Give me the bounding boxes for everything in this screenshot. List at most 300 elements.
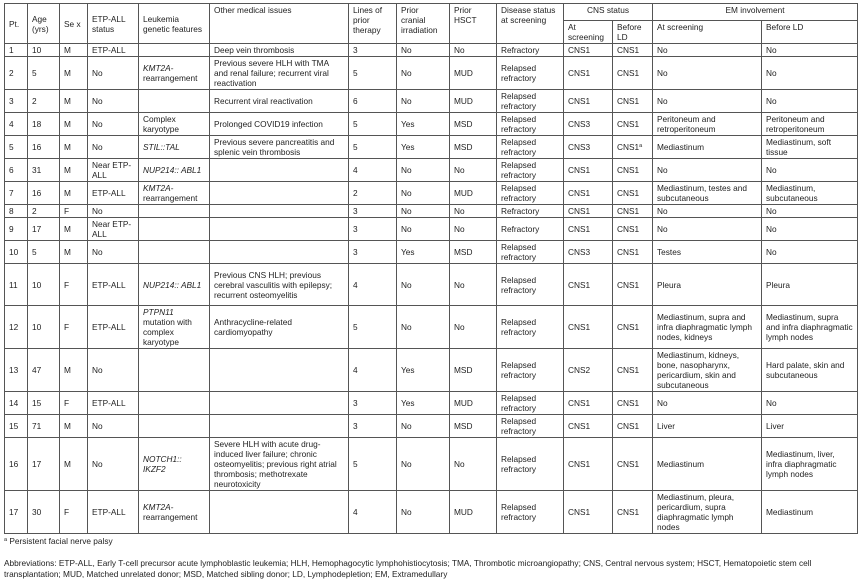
cell-em-before-ld: Liver (762, 415, 858, 438)
cell-etp-status: ETP-ALL (88, 264, 139, 306)
cell-age: 10 (28, 44, 60, 57)
cell-age: 47 (28, 349, 60, 392)
cell-genetic-features (139, 438, 210, 491)
header-disease-status: Disease status at screening (497, 4, 564, 44)
cell-em-at-screening: No (653, 392, 762, 415)
cell-other-medical-issues (210, 241, 349, 264)
cell-lines-prior-therapy: 5 (349, 438, 397, 491)
cell-em-at-screening: Mediastinum, kidneys, bone, nasopharynx, pericardium, skin and subcutaneous (653, 349, 762, 392)
cell-disease-status: Relapsed refractory (497, 57, 564, 90)
cell-em-before-ld: No (762, 159, 858, 182)
cell-em-at-screening: Mediastinum, pleura, pericardium, supra diaphragmatic lymph nodes (653, 491, 762, 534)
cell-em-before-ld: No (762, 241, 858, 264)
header-prior-cranial-irradiation: Prior cranial irradiation (397, 4, 450, 44)
cell-prior-cranial-irradiation: No (397, 182, 450, 205)
cell-em-at-screening: No (653, 159, 762, 182)
cell-em-before-ld: No (762, 218, 858, 241)
header-cns-at-screening: At screening (564, 21, 613, 44)
cell-age: 16 (28, 136, 60, 159)
cell-age: 2 (28, 90, 60, 113)
cell-disease-status: Refractory (497, 218, 564, 241)
cell-other-medical-issues: Previous severe pancreatitis and splenic vein thrombosis (210, 136, 349, 159)
cell-sex: F (60, 264, 88, 306)
table-row (5, 136, 858, 159)
cell-etp-status: No (88, 438, 139, 491)
cell-pt: 16 (5, 438, 28, 491)
cell-cns-before-ld (613, 241, 653, 264)
cell-prior-cranial-irradiation: No (397, 306, 450, 349)
cell-prior-hsct: MSD (450, 241, 497, 264)
cell-prior-cranial-irradiation: No (397, 438, 450, 491)
cell-prior-hsct: No (450, 159, 497, 182)
genetic-description: rearrangement (143, 73, 198, 83)
cell-em-at-screening: No (653, 218, 762, 241)
cns-value: CNS1 (617, 224, 640, 234)
cell-other-medical-issues: Deep vein thrombosis (210, 44, 349, 57)
cell-cns-at-screening: CNS3 (564, 113, 613, 136)
abbreviations-note: Abbreviations: ETP-ALL, Early T-cell precursor acute lymphoblastic leukemia; HLH, Hemophagocytic lymphohistiocytosis; TMA, Thrombotic microangiopathy; CNS, Central nervous system; HSCT, Hematopoietic stem cell transplantation; MUD, Matched unrelated donor; MSD, Matched sibling donor; LD, Lymphodepletion; EM, Extramedullary (4, 558, 812, 579)
cell-prior-hsct: No (450, 218, 497, 241)
cell-disease-status: Refractory (497, 205, 564, 218)
cell-etp-status: ETP-ALL (88, 491, 139, 534)
header-pt: Pt. (5, 4, 28, 44)
cell-sex: M (60, 349, 88, 392)
cell-em-at-screening: Testes (653, 241, 762, 264)
cell-etp-status: No (88, 57, 139, 90)
cell-prior-cranial-irradiation: No (397, 205, 450, 218)
cell-pt: 1 (5, 44, 28, 57)
table-row (5, 44, 858, 57)
cell-pt: 6 (5, 159, 28, 182)
cell-prior-hsct: MUD (450, 57, 497, 90)
cell-cns-before-ld (613, 306, 653, 349)
cell-genetic-features (139, 182, 210, 205)
cell-prior-cranial-irradiation: Yes (397, 136, 450, 159)
cell-em-before-ld: No (762, 392, 858, 415)
cell-prior-cranial-irradiation: Yes (397, 349, 450, 392)
table-header (5, 4, 858, 44)
cell-pt: 5 (5, 136, 28, 159)
cell-prior-hsct: No (450, 438, 497, 491)
cell-etp-status: ETP-ALL (88, 392, 139, 415)
cell-cns-before-ld (613, 218, 653, 241)
cell-em-before-ld: Mediastinum, liver, infra diaphragmatic lymph nodes (762, 438, 858, 491)
cell-age: 5 (28, 57, 60, 90)
cell-em-at-screening: No (653, 44, 762, 57)
cell-genetic-features (139, 392, 210, 415)
table-container (4, 3, 858, 580)
cell-cns-before-ld (613, 392, 653, 415)
table-row (5, 491, 858, 534)
cell-age: 10 (28, 306, 60, 349)
cell-em-before-ld: Peritoneum and retroperitoneum (762, 113, 858, 136)
cell-em-before-ld: No (762, 90, 858, 113)
cell-etp-status: ETP-ALL (88, 44, 139, 57)
cns-value: CNS1 (617, 247, 640, 257)
cell-prior-cranial-irradiation: Yes (397, 392, 450, 415)
genetic-gene-name: NOTCH1:: IKZF2 (143, 454, 182, 474)
cell-prior-cranial-irradiation: No (397, 491, 450, 534)
cell-prior-cranial-irradiation: No (397, 218, 450, 241)
cell-prior-hsct: MUD (450, 182, 497, 205)
cell-genetic-features (139, 415, 210, 438)
cell-etp-status: No (88, 241, 139, 264)
cell-prior-cranial-irradiation: No (397, 415, 450, 438)
cell-em-before-ld: Pleura (762, 264, 858, 306)
cns-value: CNS1 (617, 188, 640, 198)
table-row (5, 392, 858, 415)
cell-etp-status: No (88, 349, 139, 392)
cell-sex: M (60, 113, 88, 136)
cell-etp-status: No (88, 136, 139, 159)
header-em-before-ld: Before LD (762, 21, 858, 44)
cell-sex: M (60, 159, 88, 182)
table-row (5, 415, 858, 438)
cell-pt: 11 (5, 264, 28, 306)
table-row (5, 159, 858, 182)
cell-sex: M (60, 415, 88, 438)
genetic-gene-name: PTPN11 (143, 307, 174, 317)
cell-other-medical-issues: Anthracycline-related cardiomyopathy (210, 306, 349, 349)
cell-em-before-ld: Hard palate, skin and subcutaneous (762, 349, 858, 392)
header-genetic-features: Leukemia genetic features (139, 4, 210, 44)
cell-cns-at-screening: CNS1 (564, 57, 613, 90)
cell-em-before-ld: Mediastinum, subcutaneous (762, 182, 858, 205)
table-row (5, 349, 858, 392)
cell-cns-before-ld (613, 205, 653, 218)
cns-value: CNS1 (617, 365, 640, 375)
header-cns-before-ld: Before LD (613, 21, 653, 44)
cell-etp-status: No (88, 205, 139, 218)
cell-cns-at-screening: CNS3 (564, 241, 613, 264)
cell-disease-status: Relapsed refractory (497, 113, 564, 136)
cns-value: CNS1 (617, 119, 640, 129)
cell-cns-at-screening: CNS3 (564, 136, 613, 159)
table-row (5, 205, 858, 218)
cell-sex: M (60, 57, 88, 90)
cell-pt: 14 (5, 392, 28, 415)
footnote-marker: a (4, 537, 8, 543)
cell-other-medical-issues (210, 205, 349, 218)
cell-cns-before-ld (613, 264, 653, 306)
genetic-gene-name: KMT2A- (143, 183, 174, 193)
footnote-reference: a (639, 143, 643, 149)
cell-age: 2 (28, 205, 60, 218)
cell-age: 18 (28, 113, 60, 136)
cell-prior-hsct: MUD (450, 90, 497, 113)
cell-cns-before-ld (613, 415, 653, 438)
genetic-gene-name: KMT2A- (143, 63, 174, 73)
cell-em-before-ld: No (762, 205, 858, 218)
cell-lines-prior-therapy: 2 (349, 182, 397, 205)
cell-cns-at-screening: CNS1 (564, 159, 613, 182)
cell-lines-prior-therapy: 3 (349, 241, 397, 264)
cell-em-before-ld: No (762, 57, 858, 90)
cell-prior-cranial-irradiation: Yes (397, 241, 450, 264)
cns-value: CNS1 (617, 165, 640, 175)
cell-other-medical-issues (210, 218, 349, 241)
cell-sex: M (60, 182, 88, 205)
cell-prior-hsct: MSD (450, 349, 497, 392)
cns-value: CNS1 (617, 279, 640, 290)
header-lines-prior-therapy: Lines of prior therapy (349, 4, 397, 44)
cell-disease-status: Relapsed refractory (497, 159, 564, 182)
cell-prior-hsct: MSD (450, 113, 497, 136)
cns-value: CNS1 (617, 322, 640, 332)
cell-cns-at-screening: CNS1 (564, 306, 613, 349)
cell-cns-at-screening: CNS1 (564, 491, 613, 534)
cell-disease-status: Relapsed refractory (497, 182, 564, 205)
cell-pt: 13 (5, 349, 28, 392)
cell-disease-status: Relapsed refractory (497, 306, 564, 349)
cell-genetic-features (139, 349, 210, 392)
cell-cns-at-screening: CNS1 (564, 392, 613, 415)
cell-sex: F (60, 491, 88, 534)
cell-em-before-ld: Mediastinum (762, 491, 858, 534)
footnote-text: Persistent facial nerve palsy (7, 536, 113, 546)
cell-sex: M (60, 90, 88, 113)
cell-pt: 10 (5, 241, 28, 264)
cell-prior-hsct: No (450, 306, 497, 349)
cns-value: CNS1 (617, 421, 640, 431)
cell-cns-before-ld (613, 349, 653, 392)
cell-em-at-screening: Mediastinum (653, 136, 762, 159)
cell-prior-hsct: No (450, 44, 497, 57)
cell-em-before-ld: Mediastinum, supra and infra diaphragmatic lymph nodes (762, 306, 858, 349)
cell-cns-before-ld (613, 57, 653, 90)
cell-other-medical-issues: Previous CNS HLH; previous cerebral vasculitis with epilepsy; recurrent osteomyelitis (210, 264, 349, 306)
cell-age: 31 (28, 159, 60, 182)
patient-characteristics-table (4, 3, 858, 534)
cell-lines-prior-therapy: 3 (349, 415, 397, 438)
cell-prior-cranial-irradiation: Yes (397, 113, 450, 136)
cell-other-medical-issues (210, 182, 349, 205)
cell-prior-cranial-irradiation: No (397, 57, 450, 90)
cell-disease-status: Relapsed refractory (497, 415, 564, 438)
cell-sex: M (60, 438, 88, 491)
cell-genetic-features (139, 159, 210, 182)
cell-pt: 7 (5, 182, 28, 205)
cns-value: CNS1 (617, 96, 640, 106)
cell-genetic-features (139, 491, 210, 534)
header-etp-status: ETP-ALL status (88, 4, 139, 44)
cell-age: 17 (28, 438, 60, 491)
cns-value: CNS1 (617, 507, 640, 517)
cell-cns-at-screening: CNS1 (564, 44, 613, 57)
cell-etp-status: ETP-ALL (88, 306, 139, 349)
header-prior-hsct: Prior HSCT (450, 4, 497, 44)
cell-other-medical-issues: Severe HLH with acute drug-induced liver failure; chronic osteomyelitis; previous right atrial thrombosis; methotrexate neurotoxicity (210, 438, 349, 491)
cell-cns-at-screening: CNS1 (564, 218, 613, 241)
table-row (5, 113, 858, 136)
header-em-involvement: EM involvement (653, 4, 858, 21)
cell-em-at-screening: Mediastinum, testes and subcutaneous (653, 182, 762, 205)
cell-cns-at-screening: CNS1 (564, 90, 613, 113)
genetic-text: Complex karyotype (143, 114, 179, 134)
table-row (5, 57, 858, 90)
cell-cns-before-ld (613, 491, 653, 534)
cell-etp-status: ETP-ALL (88, 182, 139, 205)
cell-cns-at-screening: CNS2 (564, 349, 613, 392)
cell-cns-at-screening: CNS1 (564, 205, 613, 218)
cell-em-at-screening: Mediastinum, supra and infra diaphragmatic lymph nodes, kidneys (653, 306, 762, 349)
cell-age: 30 (28, 491, 60, 534)
cell-cns-at-screening: CNS1 (564, 415, 613, 438)
cell-cns-before-ld (613, 90, 653, 113)
cell-other-medical-issues: Recurrent viral reactivation (210, 90, 349, 113)
footnote (4, 536, 858, 546)
cell-em-at-screening: No (653, 57, 762, 90)
cell-genetic-features (139, 218, 210, 241)
genetic-description: mutation with complex karyotype (143, 317, 192, 347)
cell-genetic-features (139, 205, 210, 218)
cell-prior-cranial-irradiation: No (397, 90, 450, 113)
cell-lines-prior-therapy: 3 (349, 205, 397, 218)
genetic-description: rearrangement (143, 193, 198, 203)
cell-cns-before-ld (613, 113, 653, 136)
cell-other-medical-issues: Previous severe HLH with TMA and renal failure; recurrent viral reactivation (210, 57, 349, 90)
cns-value: CNS1 (617, 398, 640, 408)
cell-disease-status: Refractory (497, 44, 564, 57)
table-row (5, 182, 858, 205)
cell-age: 71 (28, 415, 60, 438)
cell-em-at-screening: No (653, 205, 762, 218)
cell-other-medical-issues (210, 392, 349, 415)
cns-value: CNS1 (617, 45, 640, 55)
cns-value: CNS1 (617, 68, 640, 78)
cell-age: 16 (28, 182, 60, 205)
genetic-gene-name: NUP214:: ABL1 (143, 279, 202, 290)
cell-genetic-features (139, 90, 210, 113)
cell-prior-hsct: No (450, 264, 497, 306)
cell-cns-at-screening: CNS1 (564, 438, 613, 491)
cell-sex: F (60, 205, 88, 218)
cell-other-medical-issues (210, 491, 349, 534)
cell-cns-before-ld (613, 44, 653, 57)
cell-disease-status: Relapsed refractory (497, 264, 564, 306)
cell-cns-before-ld (613, 136, 653, 159)
cell-lines-prior-therapy: 3 (349, 218, 397, 241)
cell-etp-status: Near ETP-ALL (88, 218, 139, 241)
genetic-gene-name: KMT2A- (143, 502, 174, 512)
table-row (5, 438, 858, 491)
cell-prior-hsct: MSD (450, 415, 497, 438)
cell-prior-hsct: MSD (450, 136, 497, 159)
cell-sex: M (60, 241, 88, 264)
cell-lines-prior-therapy: 5 (349, 57, 397, 90)
cell-lines-prior-therapy: 4 (349, 159, 397, 182)
cell-cns-at-screening: CNS1 (564, 182, 613, 205)
header-cns-status: CNS status (564, 4, 653, 21)
cell-prior-cranial-irradiation: No (397, 159, 450, 182)
cell-etp-status: No (88, 113, 139, 136)
cell-em-at-screening: Liver (653, 415, 762, 438)
cell-lines-prior-therapy: 4 (349, 264, 397, 306)
cell-pt: 9 (5, 218, 28, 241)
cell-pt: 4 (5, 113, 28, 136)
genetic-gene-name: NUP214:: ABL1 (143, 165, 202, 175)
cell-disease-status: Relapsed refractory (497, 491, 564, 534)
cell-cns-before-ld (613, 182, 653, 205)
cell-disease-status: Relapsed refractory (497, 349, 564, 392)
cell-prior-hsct: MUD (450, 392, 497, 415)
cell-genetic-features (139, 57, 210, 90)
cell-pt: 15 (5, 415, 28, 438)
cell-disease-status: Relapsed refractory (497, 136, 564, 159)
cell-em-at-screening: No (653, 90, 762, 113)
cell-prior-hsct: No (450, 205, 497, 218)
cell-genetic-features (139, 44, 210, 57)
cell-em-at-screening: Peritoneum and retroperitoneum (653, 113, 762, 136)
cell-disease-status: Relapsed refractory (497, 90, 564, 113)
cell-genetic-features (139, 136, 210, 159)
cell-etp-status: No (88, 90, 139, 113)
cell-age: 15 (28, 392, 60, 415)
cell-sex: F (60, 306, 88, 349)
cell-pt: 3 (5, 90, 28, 113)
cell-pt: 8 (5, 205, 28, 218)
cns-value: CNS1 (617, 206, 640, 216)
cell-lines-prior-therapy: 5 (349, 306, 397, 349)
table-body (5, 44, 858, 534)
cell-sex: M (60, 136, 88, 159)
header-sex: Se x (60, 4, 88, 44)
cell-cns-before-ld (613, 438, 653, 491)
genetic-description: rearrangement (143, 512, 198, 522)
cell-cns-at-screening: CNS1 (564, 264, 613, 306)
cell-genetic-features (139, 264, 210, 306)
header-age: Age (yrs) (28, 4, 60, 44)
cell-disease-status: Relapsed refractory (497, 392, 564, 415)
cell-sex: M (60, 44, 88, 57)
cell-other-medical-issues (210, 415, 349, 438)
table-row (5, 218, 858, 241)
cell-etp-status: Near ETP-ALL (88, 159, 139, 182)
cell-age: 17 (28, 218, 60, 241)
cell-prior-cranial-irradiation: No (397, 264, 450, 306)
table-row (5, 241, 858, 264)
cell-other-medical-issues (210, 349, 349, 392)
cell-lines-prior-therapy: 6 (349, 90, 397, 113)
cell-prior-hsct: MUD (450, 491, 497, 534)
cell-em-at-screening: Mediastinum (653, 438, 762, 491)
cell-cns-before-ld (613, 159, 653, 182)
cell-lines-prior-therapy: 4 (349, 491, 397, 534)
cell-lines-prior-therapy: 3 (349, 392, 397, 415)
cell-sex: M (60, 218, 88, 241)
cell-em-before-ld: No (762, 44, 858, 57)
cell-disease-status: Relapsed refractory (497, 241, 564, 264)
cell-age: 10 (28, 264, 60, 306)
cell-lines-prior-therapy: 5 (349, 136, 397, 159)
cell-lines-prior-therapy: 3 (349, 44, 397, 57)
cell-disease-status: Relapsed refractory (497, 438, 564, 491)
header-em-at-screening: At screening (653, 21, 762, 44)
genetic-gene-name: STIL::TAL (143, 142, 180, 152)
cell-pt: 2 (5, 57, 28, 90)
cell-em-at-screening: Pleura (653, 264, 762, 306)
cell-prior-cranial-irradiation: No (397, 44, 450, 57)
cell-lines-prior-therapy: 4 (349, 349, 397, 392)
cell-etp-status: No (88, 415, 139, 438)
cns-value: CNS1 (617, 142, 640, 152)
cns-value: CNS1 (617, 459, 640, 469)
cell-sex: F (60, 392, 88, 415)
cell-other-medical-issues: Prolonged COVID19 infection (210, 113, 349, 136)
table-row (5, 264, 858, 306)
cell-lines-prior-therapy: 5 (349, 113, 397, 136)
cell-genetic-features (139, 113, 210, 136)
